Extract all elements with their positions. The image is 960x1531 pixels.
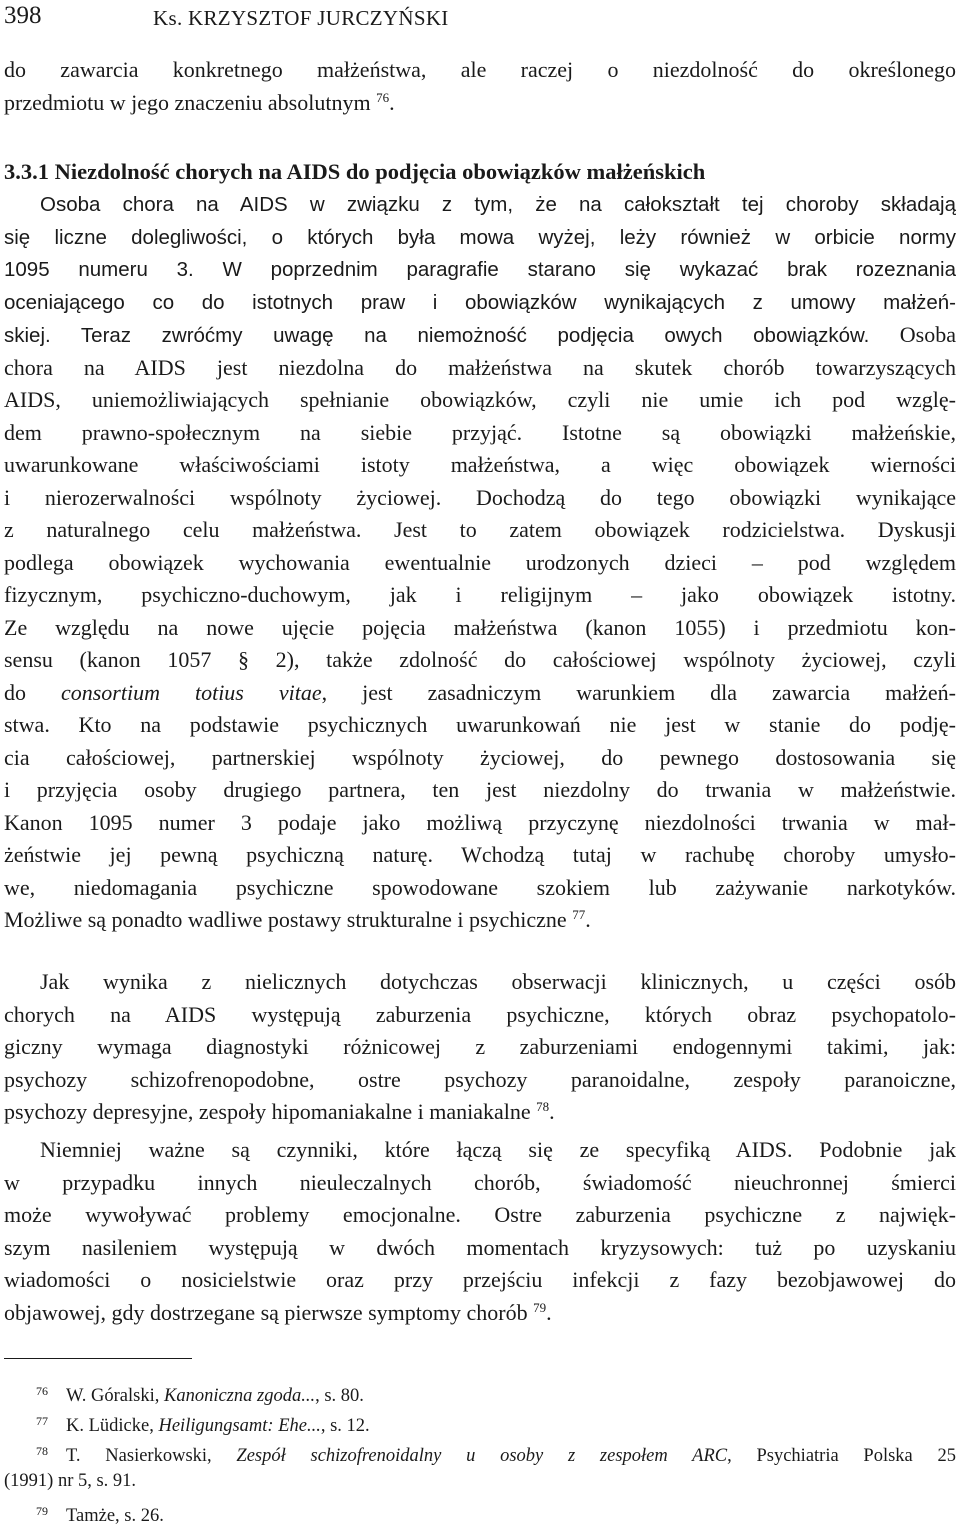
text-line: sensu (kanon 1057 § 2), także zdolność do całościowej wspólnoty życiowej, czyli <box>4 647 956 672</box>
text-line: z naturalnego celu małżeństwa. Jest to zatem obowiązek rodzicielstwa. Dyskusji <box>4 517 956 542</box>
paragraph <box>4 189 956 937</box>
text-line: Możliwe są ponadto wadliwe postawy strukturalne i psychiczne $^{77}$. <box>4 907 591 932</box>
text-line: skiej. Teraz zwróćmy uwagę na niemożność podjęcia owych obowiązków. Osoba <box>4 322 956 347</box>
text-line: podlega obowiązek wychowania ewentualnie urodzonych dzieci – pod względem <box>4 549 956 575</box>
text-line: objawowej, gdy dostrzegane są pierwsze symptomy chorób $^{79}$. <box>4 1299 552 1325</box>
text-line: giczny wymaga diagnostyki różnicowej z zaburzeniami endogennymi takimi, jak: <box>4 1034 956 1059</box>
text-line: i nierozerwalności wspólnoty życiowej. Dochodzą do tego obowiązki wynikające <box>4 484 956 510</box>
text-line: fizycznym, psychiczno-duchowym, jak i religijnym – jako obowiązek istotny. <box>4 582 956 607</box>
text-line: chorych na AIDS występują zaburzenia psychiczne, których obraz psychopatolo- <box>4 1001 956 1027</box>
text-line: Jak wynika z nielicznych dotychczas obserwacji klinicznych, u części osób <box>40 969 956 994</box>
text-line: 1095 numeru 3. W poprzednim paragrafie starano się wykazać brak rozeznania <box>4 258 956 281</box>
text-line: przedmiotu w jego znaczeniu absolutnym $^{76}$. <box>4 89 395 115</box>
text-line: chora na AIDS jest niezdolna do małżeństwa na skutek chorób towarzyszących <box>4 354 956 380</box>
text-line: i przyjęcia osoby drugiego partnera, ten jest niezdolny do trwania w małżeństwie. <box>4 777 956 802</box>
footnotes <box>4 1376 956 1526</box>
text-line: się liczne dolegliwości, o których była mowa wyżej, leży również w orbicie normy <box>4 225 956 249</box>
text-line: żeństwie jej pewną psychiczną naturę. Wchodzą tutaj w rachubę choroby umysło- <box>4 842 956 867</box>
text-line: Niemniej ważne są czynniki, które łączą się ze specyfiką AIDS. Podobnie jak <box>40 1137 956 1162</box>
text-line: psychozy depresyjne, zespoły hipomaniakalne i maniakalne $^{78}$. <box>4 1099 555 1124</box>
text-line: w przypadku innych nieuleczalnych chorób, świadomość nieuchronnej śmierci <box>4 1169 956 1195</box>
text-line: Ze względu na nowe ujęcie pojęcia małżeństwa (kanon 1055) i przedmiotu kon- <box>4 614 956 640</box>
footnote-ref: 77 <box>572 907 586 922</box>
text-line: do zawarcia konkretnego małżeństwa, ale raczej o niezdolność do określonego <box>4 57 956 82</box>
intro-text <box>4 54 956 119</box>
text-line: we, niedomagania psychiczne spowodowane szokiem lub zażywanie narkotyków. <box>4 874 956 900</box>
text-line: może wywoływać problemy emocjonalne. Ostre zaburzenia psychiczne z najwięk- <box>4 1202 956 1227</box>
footnote-ref: 79 <box>533 1299 547 1315</box>
text-line: AIDS, uniemożliwiających spełnianie obowiązków, czyli nie umie ich pod wzglę- <box>4 387 956 412</box>
footnote: 78 T. Nasierkowski, Zespół schizofrenoidalny u osoby z zespołem ARC, Psychiatria Polska 25 <box>36 1444 957 1466</box>
text-line: szym nasileniem występują w dwóch momentach kryzysowych: tuż po uzyskaniu <box>4 1234 956 1260</box>
footnote-ref: 78 <box>536 1099 550 1114</box>
text-line: uwarunkowane właściwościami istoty małżeństwa, a więc obowiązek wierności <box>4 452 956 477</box>
text-line: cia całościowej, partnerskiej wspólnoty życiowej, do pewnego dostosowania się <box>4 744 956 770</box>
footnote: 76 W. Góralski, Kanoniczna zgoda..., s. 80. <box>36 1384 364 1406</box>
text-line: oceniającego co do istotnych praw i obowiązków wynikających z umowy małżeń- <box>4 290 956 314</box>
page-header <box>4 0 956 36</box>
running-head: Ks. KRZYSZTOF JURCZYŃSKI <box>153 6 449 30</box>
footnote-divider <box>4 1358 192 1359</box>
latin-term: consortium totius vitae <box>60 679 322 705</box>
page-number: 398 <box>4 2 42 29</box>
footnote-continuation: (1991) nr 5, s. 91. <box>4 1471 137 1491</box>
text-line: do consortium totius vitae, jest zasadniczym warunkiem dla zawarcia małżeń- <box>4 679 956 705</box>
text-line: Kanon 1095 numer 3 podaje jako możliwą przyczynę niezdolności trwania w mał- <box>4 809 956 835</box>
text-line: dem prawno-społecznym na siebie przyjąć. Istotne są obowiązki małżeńskie, <box>4 419 956 445</box>
paragraph <box>4 966 956 1129</box>
footnote: 79 Tamże, s. 26. <box>36 1504 164 1526</box>
text-line: wiadomości o nosicielstwie oraz przy przejściu infekcji z fazy bezobjawowej do <box>4 1267 956 1292</box>
text-line: Osoba chora na AIDS w związku z tym, że na całokształt tej choroby składają <box>40 193 956 216</box>
section-heading: 3.3.1 Niezdolność chorych na AIDS do podjęcia obowiązków małżeńskich <box>4 159 706 184</box>
footnote: 77 K. Lüdicke, Heiligungsamt: Ehe..., s. 12. <box>36 1414 370 1436</box>
text-line: stwa. Kto na podstawie psychicznych uwarunkowań nie jest w stanie do podję- <box>4 712 956 737</box>
footnote-ref: 76 <box>376 89 390 105</box>
paragraph <box>4 1134 956 1329</box>
text-line: psychozy schizofrenopodobne, ostre psychozy paranoidalne, zespoły paranoiczne, <box>4 1066 956 1092</box>
